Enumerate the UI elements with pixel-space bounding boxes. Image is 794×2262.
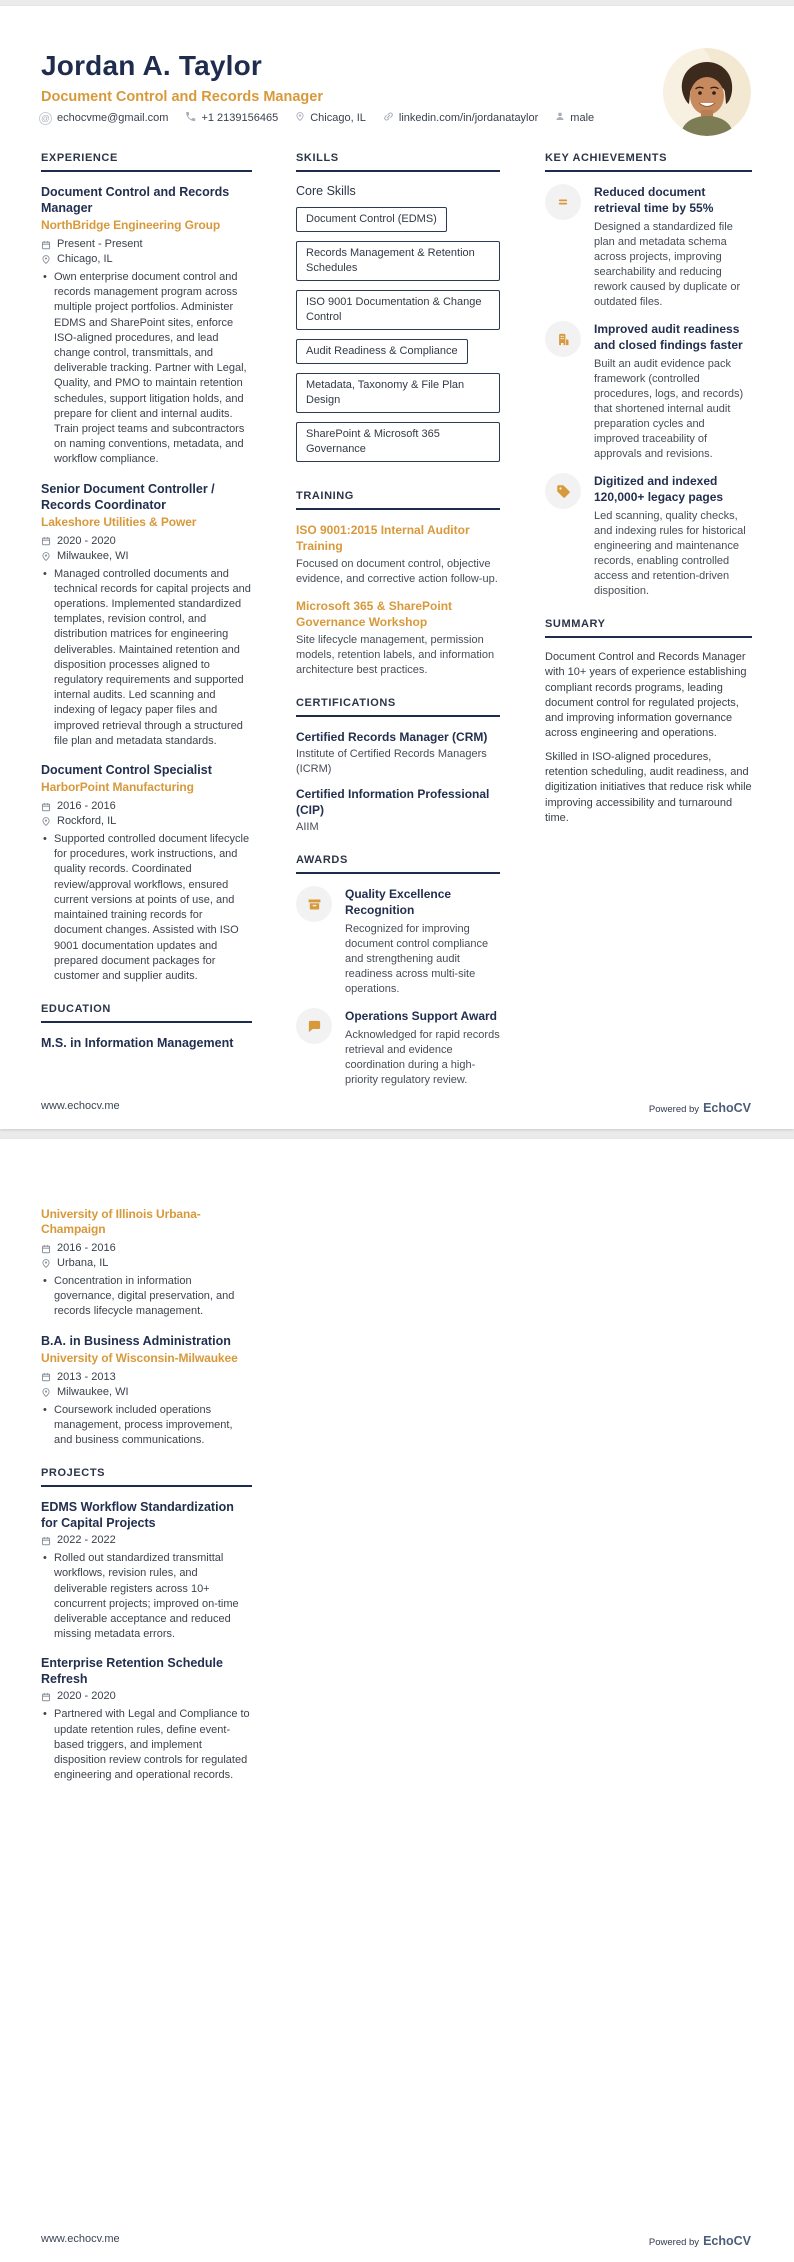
awards-heading: AWARDS xyxy=(296,854,500,874)
skill-chip: Document Control (EDMS) xyxy=(296,207,447,232)
project-entry xyxy=(41,1655,252,1783)
summary-paragraph: Skilled in ISO-aligned procedures, retention scheduling, audit readiness, and digitization initiatives that reduce risk while improving accessibility and turnaround time. xyxy=(545,750,752,824)
person-icon xyxy=(555,111,565,125)
experience-entry xyxy=(41,481,252,749)
training-entry xyxy=(296,522,500,587)
projects-section xyxy=(41,1467,252,1783)
contact-phone xyxy=(185,111,278,125)
certification-entry xyxy=(296,729,500,777)
skill-chip: SharePoint & Microsoft 365 Governance xyxy=(296,422,500,462)
training-desc: Focused on document control, objective evidence, and corrective action follow-up. xyxy=(296,558,498,585)
education-bullet: • Concentration in information governance, digital preservation, and records lifecycle management. xyxy=(41,1274,252,1320)
job-location-text: Chicago, IL xyxy=(57,253,113,265)
achievements-section xyxy=(545,152,752,599)
job-company: NorthBridge Engineering Group xyxy=(41,218,221,232)
achievement-entry xyxy=(545,321,752,462)
achievement-entry xyxy=(545,184,752,310)
job-location xyxy=(41,252,252,267)
contact-linkedin-text: linkedin.com/in/jordanataylor xyxy=(398,112,539,124)
job-bullet: • Own enterprise document control and records management program across multiple project portfolios. Administer EDMS and SharePoint sites, enforce ISO-aligned procedures, and lead change control, transmittals, and deliverable tracking. Partner with Legal, Quality, and PMO to maintain retention schedules, support litigation holds, and prepare for client and internal audits. Train project teams and subcontractors on naming conventions, metadata, and workflow compliance. xyxy=(41,270,252,468)
job-dates-text: 2020 - 2020 xyxy=(57,534,116,547)
certifications-section xyxy=(296,697,500,835)
skill-chip: ISO 9001 Documentation & Change Control xyxy=(296,290,500,330)
school-name: University of Wisconsin-Milwaukee xyxy=(41,1350,238,1365)
job-dates-text: Present - Present xyxy=(57,238,143,250)
award-entry xyxy=(296,886,500,997)
location-pin-icon xyxy=(295,111,305,125)
tag-icon xyxy=(545,473,581,509)
link-icon xyxy=(383,111,394,125)
school-name: University of Illinois Urbana-Champaign xyxy=(41,1207,201,1236)
calendar-icon xyxy=(41,1692,51,1702)
achievement-entry xyxy=(545,473,752,599)
job-title: Document Control and Records Manager xyxy=(41,185,230,215)
experience-entry xyxy=(41,762,252,984)
achievements-heading: KEY ACHIEVEMENTS xyxy=(545,152,752,172)
experience-section xyxy=(41,152,252,984)
education-dates-text: 2016 - 2016 xyxy=(57,1242,116,1254)
summary-paragraph: Document Control and Records Manager with 10+ years of experience establishing compliant records programs, leading document control for regulated projects, and improving information governance across engineering and operations. xyxy=(545,651,747,740)
calendar-icon xyxy=(41,240,51,250)
job-location-text: Rockford, IL xyxy=(57,815,117,828)
project-dates xyxy=(41,1689,252,1704)
award-entry xyxy=(296,1008,500,1088)
left-column xyxy=(41,1207,252,1796)
equals-icon xyxy=(545,184,581,220)
job-bullet: • Managed controlled documents and technical records for capital projects and operations. Implemented standardized templates, revision control, and distribution matrices for engineering deliverables. Maintained retention and disposition processes aligned to regulatory requirements and supported internal audits. Led scanning and indexing of legacy paper files and improved retrieval through a structured file plan and metadata standards. xyxy=(41,567,252,749)
contact-gender-text: male xyxy=(570,112,595,124)
job-dates xyxy=(41,237,252,252)
building-icon xyxy=(545,321,581,357)
echocv-brand[interactable]: EchoCV xyxy=(703,1101,751,1115)
profile-photo xyxy=(663,48,751,136)
calendar-icon xyxy=(41,1536,51,1546)
project-entry xyxy=(41,1499,252,1642)
achievement-title: Digitized and indexed 120,000+ legacy pages xyxy=(594,474,724,504)
contact-location xyxy=(295,111,366,125)
training-section xyxy=(296,490,500,678)
degree-title: M.S. in Information Management xyxy=(41,1036,234,1051)
skill-chip: Audit Readiness & Compliance xyxy=(296,339,468,364)
echocv-brand[interactable]: EchoCV xyxy=(703,2234,751,2248)
person-name: Jordan A. Taylor xyxy=(41,50,263,81)
projects-heading: PROJECTS xyxy=(41,1467,252,1487)
education-location xyxy=(41,1385,252,1400)
job-company: HarborPoint Manufacturing xyxy=(41,780,194,795)
award-title: Operations Support Award xyxy=(345,1009,498,1023)
person-role: Document Control and Records Manager xyxy=(41,89,323,105)
education-heading: EDUCATION xyxy=(41,1003,252,1023)
contact-row xyxy=(39,111,594,125)
education-section xyxy=(41,1003,252,1051)
training-desc: Site lifecycle management, permission models, retention labels, and information architecture best practices. xyxy=(296,634,495,676)
phone-icon xyxy=(185,111,196,125)
powered-by-label: Powered by xyxy=(648,1104,700,1115)
skills-group-label: Core Skills xyxy=(296,184,356,198)
right-column xyxy=(545,152,752,834)
achievement-desc: Built an audit evidence pack framework (controlled procedures, logs, and records) that shortened internal audit preparation cycles and improved traceability of approvals and revisions. xyxy=(594,358,744,460)
middle-column xyxy=(296,152,500,1099)
project-bullet: • Partnered with Legal and Compliance to update retention rules, define event-based triggers, and implement disposition review controls for regulated engineering and operational records. xyxy=(41,1707,252,1783)
award-desc: Recognized for improving document control compliance and strengthening audit readiness across multi-site operations. xyxy=(345,923,489,995)
location-pin-icon xyxy=(41,254,51,265)
location-pin-icon xyxy=(41,1258,51,1269)
education-entry xyxy=(41,1207,252,1320)
certification-entry xyxy=(296,786,500,835)
education-entry xyxy=(41,1333,252,1449)
experience-heading: EXPERIENCE xyxy=(41,152,252,172)
certification-name: Certified Information Professional (CIP) xyxy=(296,787,490,817)
skills-heading: SKILLS xyxy=(296,152,500,172)
project-bullet: • Rolled out standardized transmittal workflows, revision rules, and deliverable registers across 10+ concurrent projects; improved on-time deliverable acceptance and reduced missing metadata errors. xyxy=(41,1551,252,1642)
chat-bubble-icon xyxy=(296,1008,332,1044)
education-dates xyxy=(41,1241,252,1256)
project-name: Enterprise Retention Schedule Refresh xyxy=(41,1656,223,1687)
calendar-icon xyxy=(41,1372,51,1382)
resume-page-1 xyxy=(0,6,794,1129)
powered-by-label: Powered by xyxy=(648,2237,700,2248)
awards-section xyxy=(296,854,500,1088)
summary-section xyxy=(545,618,752,826)
job-dates xyxy=(41,534,252,549)
calendar-icon xyxy=(41,802,51,812)
job-dates-text: 2016 - 2016 xyxy=(57,800,116,813)
job-location xyxy=(41,549,252,564)
education-dates xyxy=(41,1370,252,1385)
job-title: Senior Document Controller / Records Coordinator xyxy=(41,481,215,512)
contact-location-text: Chicago, IL xyxy=(310,112,366,124)
archive-box-icon xyxy=(296,886,332,922)
contact-email-text: echocvme@gmail.com xyxy=(57,112,169,124)
job-location-text: Milwaukee, WI xyxy=(57,549,129,562)
education-location-text: Urbana, IL xyxy=(57,1257,109,1269)
education-location xyxy=(41,1256,252,1271)
skills-section xyxy=(296,152,500,471)
certification-issuer: Institute of Certified Records Managers (ICRM) xyxy=(296,748,487,775)
footer-website[interactable]: www.echocv.me xyxy=(41,1100,120,1112)
footer-website[interactable]: www.echocv.me xyxy=(41,2233,120,2245)
certifications-heading: CERTIFICATIONS xyxy=(296,697,500,717)
achievement-desc: Designed a standardized file plan and metadata schema across projects, improving searchability and reducing rework caused by duplicate or outdated files. xyxy=(594,221,741,308)
education-dates-text: 2013 - 2013 xyxy=(57,1370,116,1383)
certification-issuer: AIIM xyxy=(296,821,319,833)
training-heading: TRAINING xyxy=(296,490,500,510)
location-pin-icon xyxy=(41,1387,51,1398)
contact-gender xyxy=(555,111,594,125)
training-name: Microsoft 365 & SharePoint Governance Workshop xyxy=(296,599,453,629)
training-entry xyxy=(296,598,500,678)
degree-title: B.A. in Business Administration xyxy=(41,1333,231,1348)
achievement-title: Reduced document retrieval time by 55% xyxy=(594,185,714,215)
certification-name: Certified Records Manager (CRM) xyxy=(296,730,488,744)
calendar-icon xyxy=(41,1244,51,1254)
project-dates-text: 2022 - 2022 xyxy=(57,1534,116,1547)
experience-entry xyxy=(41,184,252,468)
left-column xyxy=(41,152,252,1053)
calendar-icon xyxy=(41,536,51,546)
job-title: Document Control Specialist xyxy=(41,763,212,778)
at-icon: @ xyxy=(39,112,52,125)
job-dates xyxy=(41,799,252,814)
summary-heading: SUMMARY xyxy=(545,618,752,638)
job-bullet: • Supported controlled document lifecycle for procedures, work instructions, and quality records. Coordinated review/approval workflows, ensured current versions at points of use, and maintained training records for document changes. Assisted with ISO 9001 documentation updates and prepared document packages for customer and supplier audits. xyxy=(41,832,252,984)
award-title: Quality Excellence Recognition xyxy=(345,887,452,917)
contact-linkedin[interactable] xyxy=(383,111,538,125)
award-desc: Acknowledged for rapid records retrieval and evidence coordination during a high-priority regulatory review. xyxy=(345,1029,500,1086)
job-location xyxy=(41,814,252,829)
location-pin-icon xyxy=(41,551,51,562)
contact-email[interactable] xyxy=(39,112,168,125)
training-name: ISO 9001:2015 Internal Auditor Training xyxy=(296,523,470,553)
footer-powered xyxy=(649,1101,751,1115)
project-name: EDMS Workflow Standardization for Capital Projects xyxy=(41,1500,234,1531)
project-dates-text: 2020 - 2020 xyxy=(57,1690,116,1703)
achievement-title: Improved audit readiness and closed findings faster xyxy=(594,322,743,352)
skill-chip: Metadata, Taxonomy & File Plan Design xyxy=(296,373,500,413)
education-bullet: • Coursework included operations management, process improvement, and business communications. xyxy=(41,1403,252,1449)
job-company: Lakeshore Utilities & Power xyxy=(41,514,197,529)
location-pin-icon xyxy=(41,816,51,827)
education-location-text: Milwaukee, WI xyxy=(57,1385,129,1398)
resume-page-2 xyxy=(0,1139,794,2262)
project-dates xyxy=(41,1533,252,1548)
achievement-desc: Led scanning, quality checks, and indexing rules for historical engineering and maintenance records, enabling controlled access and retention-driven disposition. xyxy=(594,510,746,597)
skill-chip: Records Management & Retention Schedules xyxy=(296,241,500,281)
contact-phone-text: +1 2139156465 xyxy=(201,112,279,124)
